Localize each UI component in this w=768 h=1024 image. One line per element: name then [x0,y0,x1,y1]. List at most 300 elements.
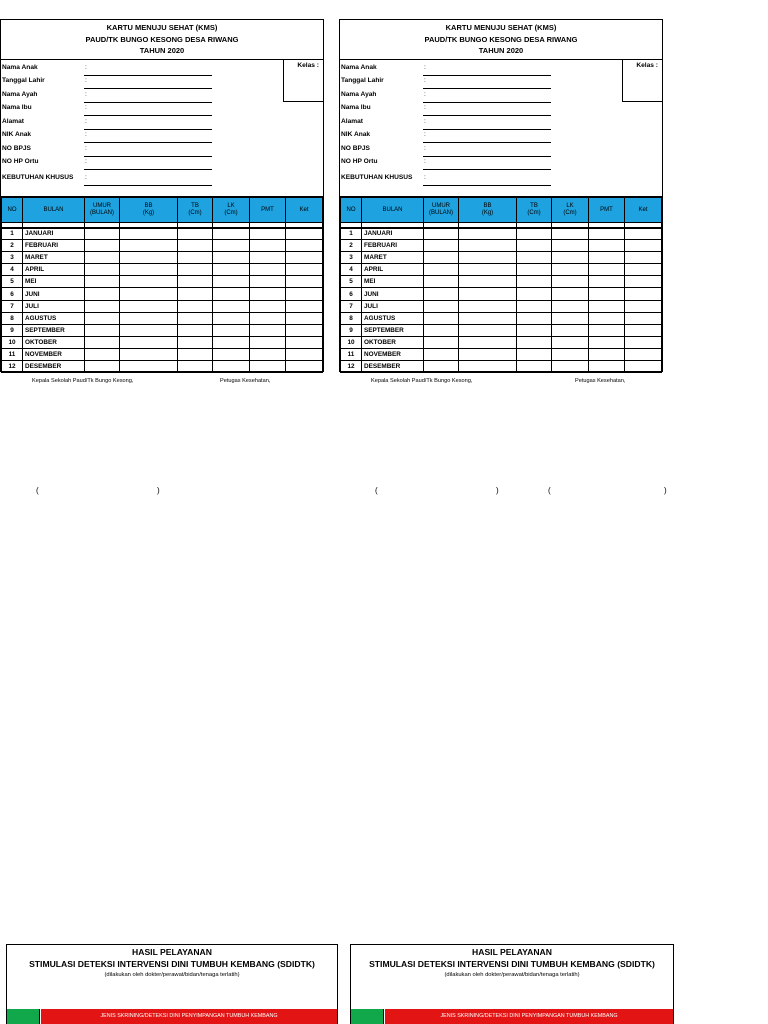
data-cell[interactable] [552,312,589,324]
row-number: 4 [2,264,23,276]
data-cell[interactable] [120,300,178,312]
data-cell[interactable] [459,228,517,240]
field-label: NO BPJS [341,145,370,152]
sdidtk-subtitle: STIMULASI DETEKSI INTERVENSI DINI TUMBUH KEMBANG (SDIDTK) [369,959,655,969]
table-row [2,240,323,252]
data-cell[interactable] [424,361,459,373]
data-cell[interactable] [250,324,286,336]
row-number: 5 [341,276,362,288]
data-cell[interactable] [120,361,178,373]
column-header-unit: (Kg) [142,210,155,216]
sdidtk-bar-label: JENIS SKRINING/DETEKSI DINI PENYIMPANGAN TUMBUH KEMBANG [385,1009,673,1024]
data-cell[interactable] [625,361,662,373]
card-title: KARTU MENUJU SEHAT (KMS) [106,23,218,32]
table-row [2,276,323,288]
field-colon: : [424,104,426,111]
field-colon: : [85,104,87,111]
table-row [341,361,662,373]
column-header-title: Ket [638,206,648,213]
data-cell[interactable] [250,336,286,348]
data-cell[interactable] [286,300,323,312]
row-number: 11 [2,348,23,360]
identity-field[interactable] [340,129,555,143]
data-cell[interactable] [589,361,625,373]
data-cell[interactable] [552,361,589,373]
data-cell[interactable] [120,240,178,252]
column-header-title: LK [227,203,235,209]
sdidtk-bar [7,1009,337,1024]
row-month: FEBRUARI [362,240,424,252]
data-cell[interactable] [552,348,589,360]
data-cell[interactable] [424,288,459,300]
identity-field[interactable] [1,75,216,89]
data-cell[interactable] [517,336,552,348]
row-number: 7 [341,300,362,312]
data-cell[interactable] [625,312,662,324]
table-row [341,288,662,300]
field-input-line[interactable] [84,169,212,170]
data-cell[interactable] [178,336,213,348]
data-cell[interactable] [625,228,662,240]
data-cell[interactable] [589,264,625,276]
field-colon: : [85,158,87,165]
row-number: 11 [341,348,362,360]
identity-field[interactable] [1,89,216,103]
row-number: 10 [341,336,362,348]
data-cell[interactable] [552,324,589,336]
table-row [2,361,323,373]
column-header-unit: (Cm) [527,210,541,216]
row-number: 2 [341,240,362,252]
data-cell[interactable] [178,361,213,373]
identity-field[interactable] [340,62,555,76]
data-cell[interactable] [625,336,662,348]
data-cell[interactable] [85,336,120,348]
data-cell[interactable] [213,324,250,336]
data-cell[interactable] [552,252,589,264]
data-cell[interactable] [589,240,625,252]
field-label: KEBUTUHAN KHUSUS [341,174,413,181]
data-cell[interactable] [625,288,662,300]
data-cell[interactable] [517,361,552,373]
table-row [2,264,323,276]
column-header-unit: (Kg) [481,210,494,216]
data-cell[interactable] [459,264,517,276]
row-month: MARET [362,252,424,264]
data-cell[interactable] [178,252,213,264]
data-cell[interactable] [517,312,552,324]
data-cell[interactable] [286,276,323,288]
data-cell[interactable] [517,252,552,264]
data-cell[interactable] [120,336,178,348]
data-cell[interactable] [459,348,517,360]
column-header [625,198,662,223]
growth-table [1,197,323,373]
data-cell[interactable] [213,312,250,324]
data-cell[interactable] [120,312,178,324]
column-header-title: BB [483,203,492,209]
field-colon: : [424,118,426,125]
sdidtk-subtitle: STIMULASI DETEKSI INTERVENSI DINI TUMBUH KEMBANG (SDIDTK) [29,959,315,969]
row-number: 9 [341,324,362,336]
data-cell[interactable] [459,324,517,336]
data-cell[interactable] [459,312,517,324]
data-cell[interactable] [286,252,323,264]
row-number: 9 [2,324,23,336]
identity-field[interactable] [340,143,555,157]
data-cell[interactable] [552,276,589,288]
row-month: APRIL [362,264,424,276]
data-cell[interactable] [459,288,517,300]
data-cell[interactable] [85,264,120,276]
table-row [341,276,662,288]
field-colon: : [424,158,426,165]
table-row [2,288,323,300]
sdidtk-green-cell [351,1009,384,1024]
data-cell[interactable] [213,288,250,300]
data-cell[interactable] [589,336,625,348]
sdidtk-green-cell [7,1009,40,1024]
data-cell[interactable] [459,361,517,373]
column-header [85,198,120,223]
data-cell[interactable] [250,240,286,252]
column-header [459,198,517,223]
data-cell[interactable] [625,240,662,252]
column-header [213,198,250,223]
data-cell[interactable] [517,228,552,240]
data-cell[interactable] [517,348,552,360]
column-header-title: UMUR [93,203,111,209]
column-header [120,198,178,223]
row-number: 3 [341,252,362,264]
data-cell[interactable] [552,336,589,348]
sdidtk-title: HASIL PELAYANAN [132,947,212,957]
petugas-signature-label: Petugas Kesehatan, [220,378,271,384]
data-cell[interactable] [589,252,625,264]
data-cell[interactable] [178,300,213,312]
data-cell[interactable] [85,348,120,360]
column-header-title: NO [346,206,356,213]
data-cell[interactable] [85,288,120,300]
data-cell[interactable] [286,240,323,252]
data-cell[interactable] [625,264,662,276]
identity-field[interactable] [340,172,555,186]
identity-field[interactable] [1,102,216,116]
growth-table [340,197,662,373]
data-cell[interactable] [424,240,459,252]
sdidtk-note: (dilakukan oleh dokter/perawat/bidan/tenaga terlatih) [444,972,580,978]
data-cell[interactable] [459,240,517,252]
kms-card-left [0,19,324,372]
signature-close-paren: ) [664,486,667,495]
row-number: 1 [2,228,23,240]
data-cell[interactable] [250,312,286,324]
petugas-signature-label: Petugas Kesehatan, [575,378,626,384]
data-cell[interactable] [178,264,213,276]
data-cell[interactable] [120,324,178,336]
data-cell[interactable] [85,276,120,288]
sdidtk-bar-label: JENIS SKRINING/DETEKSI DINI PENYIMPANGAN TUMBUH KEMBANG [41,1009,337,1024]
data-cell[interactable] [85,324,120,336]
data-cell[interactable] [552,300,589,312]
data-cell[interactable] [517,264,552,276]
field-input-line[interactable] [423,169,551,170]
data-cell[interactable] [424,276,459,288]
data-cell[interactable] [459,336,517,348]
column-header [362,198,424,223]
data-cell[interactable] [286,348,323,360]
data-cell[interactable] [120,288,178,300]
row-number: 7 [2,300,23,312]
field-input-line[interactable] [84,185,212,186]
data-cell[interactable] [213,240,250,252]
field-colon: : [424,77,426,84]
data-cell[interactable] [517,240,552,252]
kms-card-right [339,19,663,372]
field-colon: : [424,174,426,181]
data-cell[interactable] [459,300,517,312]
data-cell[interactable] [178,348,213,360]
data-cell[interactable] [250,348,286,360]
data-cell[interactable] [517,324,552,336]
field-label: Tanggal Lahir [341,77,384,84]
row-number: 6 [2,288,23,300]
field-label: Alamat [341,118,363,125]
table-header [341,198,662,223]
data-cell[interactable] [517,300,552,312]
identity-field[interactable] [340,89,555,103]
field-input-line[interactable] [423,185,551,186]
data-cell[interactable] [85,228,120,240]
field-label: Nama Ibu [341,104,371,111]
table-header [2,198,323,223]
identity-field[interactable] [340,102,555,116]
field-label: Nama Ayah [341,91,377,98]
data-cell[interactable] [250,276,286,288]
sdidtk-title: HASIL PELAYANAN [472,947,552,957]
data-cell[interactable] [589,324,625,336]
data-cell[interactable] [424,336,459,348]
data-cell[interactable] [589,300,625,312]
data-cell[interactable] [178,276,213,288]
data-cell[interactable] [552,228,589,240]
identity-field[interactable] [1,172,216,186]
data-cell[interactable] [213,336,250,348]
data-cell[interactable] [424,324,459,336]
data-cell[interactable] [120,228,178,240]
kelas-box[interactable]: Kelas : [622,60,662,102]
column-header-title: BB [144,203,153,209]
row-month: JULI [23,300,85,312]
row-month: OKTOBER [362,336,424,348]
row-month: SEPTEMBER [23,324,85,336]
field-colon: : [85,91,87,98]
data-cell[interactable] [517,288,552,300]
data-cell[interactable] [589,228,625,240]
sdidtk-box-right [350,944,674,1024]
row-month: DESEMBER [362,361,424,373]
data-cell[interactable] [120,348,178,360]
table-row [341,240,662,252]
field-colon: : [85,131,87,138]
column-header [589,198,625,223]
data-cell[interactable] [178,240,213,252]
data-cell[interactable] [424,312,459,324]
data-cell[interactable] [178,312,213,324]
row-month: NOVEMBER [362,348,424,360]
table-row [341,228,662,240]
table-row [2,324,323,336]
table-row [2,312,323,324]
data-cell[interactable] [213,264,250,276]
data-cell[interactable] [213,300,250,312]
data-cell[interactable] [286,324,323,336]
field-label: Nama Anak [2,64,38,71]
table-row [341,324,662,336]
data-cell[interactable] [250,288,286,300]
data-cell[interactable] [286,228,323,240]
column-header-unit: (Cm) [188,210,202,216]
data-cell[interactable] [213,276,250,288]
data-cell[interactable] [625,300,662,312]
row-month: JANUARI [362,228,424,240]
identity-field[interactable] [340,156,555,170]
data-cell[interactable] [625,348,662,360]
data-cell[interactable] [424,264,459,276]
field-colon: : [424,145,426,152]
row-number: 2 [2,240,23,252]
data-cell[interactable] [552,288,589,300]
column-header-unit: (Cm) [224,210,238,216]
data-cell[interactable] [424,252,459,264]
row-number: 12 [341,361,362,373]
identity-field[interactable] [1,156,216,170]
identity-field[interactable] [1,62,216,76]
row-number: 12 [2,361,23,373]
data-cell[interactable] [625,324,662,336]
field-colon: : [85,118,87,125]
data-cell[interactable] [589,312,625,324]
data-cell[interactable] [120,276,178,288]
field-colon: : [424,91,426,98]
data-cell[interactable] [589,348,625,360]
row-month: OKTOBER [23,336,85,348]
data-cell[interactable] [424,300,459,312]
column-header-title: Ket [299,206,309,213]
row-month: DESEMBER [23,361,85,373]
data-cell[interactable] [85,252,120,264]
data-cell[interactable] [589,288,625,300]
data-cell[interactable] [625,252,662,264]
data-cell[interactable] [286,361,323,373]
data-cell[interactable] [552,264,589,276]
data-cell[interactable] [250,252,286,264]
data-cell[interactable] [85,240,120,252]
identity-field[interactable] [1,129,216,143]
row-month: AGUSTUS [23,312,85,324]
data-cell[interactable] [120,264,178,276]
column-header-title: PMT [600,206,613,213]
field-colon: : [424,64,426,71]
column-header-title: BULAN [43,206,64,213]
row-month: FEBRUARI [23,240,85,252]
row-number: 8 [341,312,362,324]
column-header-title: NO [7,206,17,213]
data-cell[interactable] [178,324,213,336]
data-cell[interactable] [213,228,250,240]
data-cell[interactable] [85,361,120,373]
data-cell[interactable] [178,288,213,300]
row-number: 4 [341,264,362,276]
data-cell[interactable] [286,312,323,324]
sdidtk-bar [351,1009,673,1024]
data-cell[interactable] [459,276,517,288]
column-header-unit: (BULAN) [428,210,453,216]
field-label: NIK Anak [341,131,371,138]
data-cell[interactable] [286,288,323,300]
column-header [517,198,552,223]
identity-field[interactable] [340,116,555,130]
column-header-title: TB [191,203,199,209]
data-cell[interactable] [213,252,250,264]
field-label: KEBUTUHAN KHUSUS [2,174,74,181]
field-colon: : [85,77,87,84]
data-cell[interactable] [517,276,552,288]
data-cell[interactable] [589,276,625,288]
kelas-box[interactable]: Kelas : [283,60,323,102]
column-header [424,198,459,223]
data-cell[interactable] [250,361,286,373]
row-month: MARET [23,252,85,264]
data-cell[interactable] [286,336,323,348]
kepala-sekolah-signature-label: Kepala Sekolah Paud/Tk Bungo Kesong, [371,378,473,384]
data-cell[interactable] [120,252,178,264]
data-cell[interactable] [286,264,323,276]
identity-field[interactable] [1,143,216,157]
table-row [341,312,662,324]
data-cell[interactable] [85,312,120,324]
data-cell[interactable] [424,228,459,240]
data-cell[interactable] [213,361,250,373]
row-number: 3 [2,252,23,264]
row-number: 1 [341,228,362,240]
data-cell[interactable] [85,300,120,312]
data-cell[interactable] [250,300,286,312]
data-cell[interactable] [625,276,662,288]
data-cell[interactable] [250,264,286,276]
data-cell[interactable] [213,348,250,360]
field-label: NO HP Ortu [2,158,39,165]
column-header-unit: (BULAN) [89,210,114,216]
table-row [341,336,662,348]
data-cell[interactable] [459,252,517,264]
data-cell[interactable] [424,348,459,360]
table-row [341,264,662,276]
data-cell[interactable] [552,240,589,252]
identity-section [340,60,662,197]
identity-section [1,60,323,197]
row-month: SEPTEMBER [362,324,424,336]
identity-field[interactable] [1,116,216,130]
column-header [286,198,323,223]
data-cell[interactable] [250,228,286,240]
data-cell[interactable] [178,228,213,240]
field-colon: : [85,64,87,71]
row-month: JUNI [23,288,85,300]
column-header [2,198,23,223]
field-colon: : [85,174,87,181]
identity-field[interactable] [340,75,555,89]
